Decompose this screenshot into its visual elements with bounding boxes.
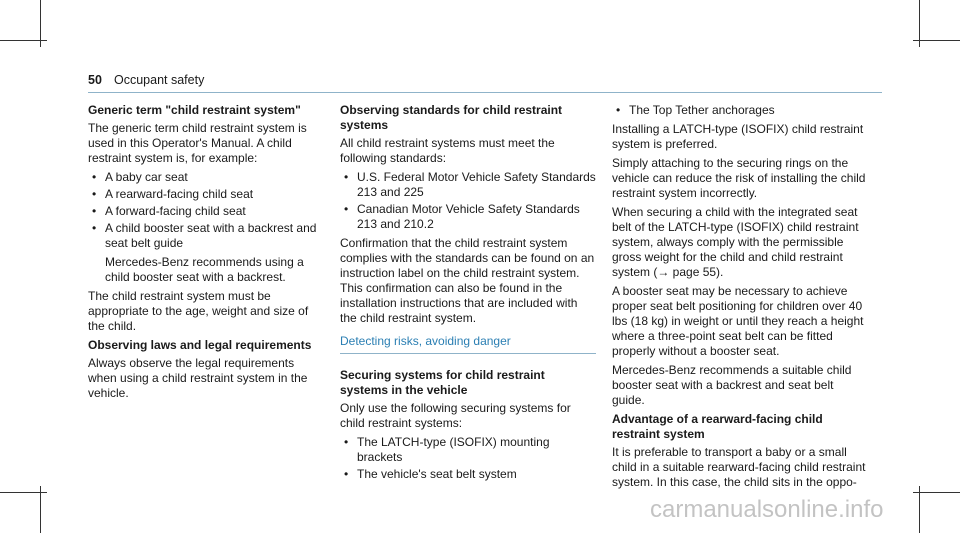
paragraph: A booster seat may be necessary to achieve proper seat belt positioning for children over 40 lbs (18 kg) in weight or until they reach a height where a three-point seat belt can be fitted properly without a booster seat. xyxy=(612,284,864,358)
bullet-icon: • xyxy=(92,170,97,184)
crop-mark xyxy=(913,40,960,41)
list-item: • The vehicle's seat belt system xyxy=(344,467,517,481)
list-item: • The Top Tether anchorages xyxy=(616,103,775,117)
column-2 xyxy=(340,103,596,486)
heading-standards: Observing standards for child restraint systems xyxy=(340,103,563,132)
bullet-icon: • xyxy=(344,202,349,216)
bullet-icon: • xyxy=(344,435,349,449)
bullet-list xyxy=(612,103,868,118)
heading-laws: Observing laws and legal requirements xyxy=(88,338,312,352)
page-header xyxy=(88,71,888,93)
bullet-list xyxy=(88,170,324,251)
paragraph: The generic term child restraint system is used in this Operator's Manual. A child restraint system is, for example: xyxy=(88,121,307,165)
heading-rearward-facing: Advantage of a rearward-facing child restraint system xyxy=(612,412,823,441)
header-rule xyxy=(88,92,882,93)
paragraph: The child restraint system must be appropriate to the age, weight and size of the child. xyxy=(88,289,309,333)
crop-mark xyxy=(0,492,47,493)
watermark: carmanualsonline.info xyxy=(650,496,884,523)
paragraph: Mercedes-Benz recommends a suitable child booster seat with a backrest and seat belt guide. xyxy=(612,363,852,407)
bullet-icon: • xyxy=(616,103,621,117)
list-item: • The LATCH-type (ISOFIX) mounting brackets xyxy=(344,435,550,464)
list-item: • A child booster seat with a backrest and seat belt guide xyxy=(92,221,317,250)
crop-mark xyxy=(40,486,41,533)
crop-mark xyxy=(0,40,47,41)
paragraph: It is preferable to transport a baby or a small child in a suitable rearward-facing child restraint system. In this case, the child sits in the oppo- xyxy=(612,445,866,489)
heading-securing-systems: Securing systems for child restraint systems in the vehicle xyxy=(340,368,545,397)
crop-mark xyxy=(913,492,960,493)
paragraph: Always observe the legal requirements when using a child restraint system in the vehicle. xyxy=(88,356,308,400)
list-item: • A forward-facing child seat xyxy=(92,204,246,218)
paragraph: Confirmation that the child restraint system complies with the standards can be found on an instruction label on the child restraint system. This confirmation can also be found in the installation instructions that are included with the child restraint system. xyxy=(340,236,595,325)
column-3 xyxy=(612,103,868,494)
bullet-icon: • xyxy=(92,187,97,201)
paragraph: When securing a child with the integrated seat belt of the LATCH-type (ISOFIX) child restraint system, always comply with the permissible gross weight for the child and child restraint system (→ page 55). xyxy=(612,205,859,279)
bullet-icon: • xyxy=(344,170,349,184)
crop-mark xyxy=(919,486,920,533)
paragraph: Simply attaching to the securing rings on the vehicle can reduce the risk of installing the child restraint system incorrectly. xyxy=(612,156,866,200)
paragraph: Installing a LATCH-type (ISOFIX) child restraint system is preferred. xyxy=(612,122,864,151)
paragraph: All child restraint systems must meet the following standards: xyxy=(340,136,555,165)
list-item: • Canadian Motor Vehicle Safety Standards 213 and 210.2 xyxy=(344,202,580,231)
heading-generic-term: Generic term "child restraint system" xyxy=(88,103,301,117)
section-heading-risks: Detecting risks, avoiding danger xyxy=(340,334,596,354)
bullet-icon: • xyxy=(92,204,97,218)
column-1 xyxy=(88,103,324,405)
indented-note: Mercedes-Benz recommends using a child booster seat with a backrest. xyxy=(105,255,304,284)
bullet-list xyxy=(340,170,596,232)
bullet-icon: • xyxy=(344,467,349,481)
bullet-icon: • xyxy=(92,221,97,235)
list-item: • A baby car seat xyxy=(92,170,188,184)
bullet-list xyxy=(340,435,596,482)
page-number: 50 xyxy=(88,73,102,87)
list-item: • A rearward-facing child seat xyxy=(92,187,254,201)
list-item: • U.S. Federal Motor Vehicle Safety Standards 213 and 225 xyxy=(344,170,596,199)
section-title: Occupant safety xyxy=(114,73,205,87)
paragraph: Only use the following securing systems for child restraint systems: xyxy=(340,401,571,430)
